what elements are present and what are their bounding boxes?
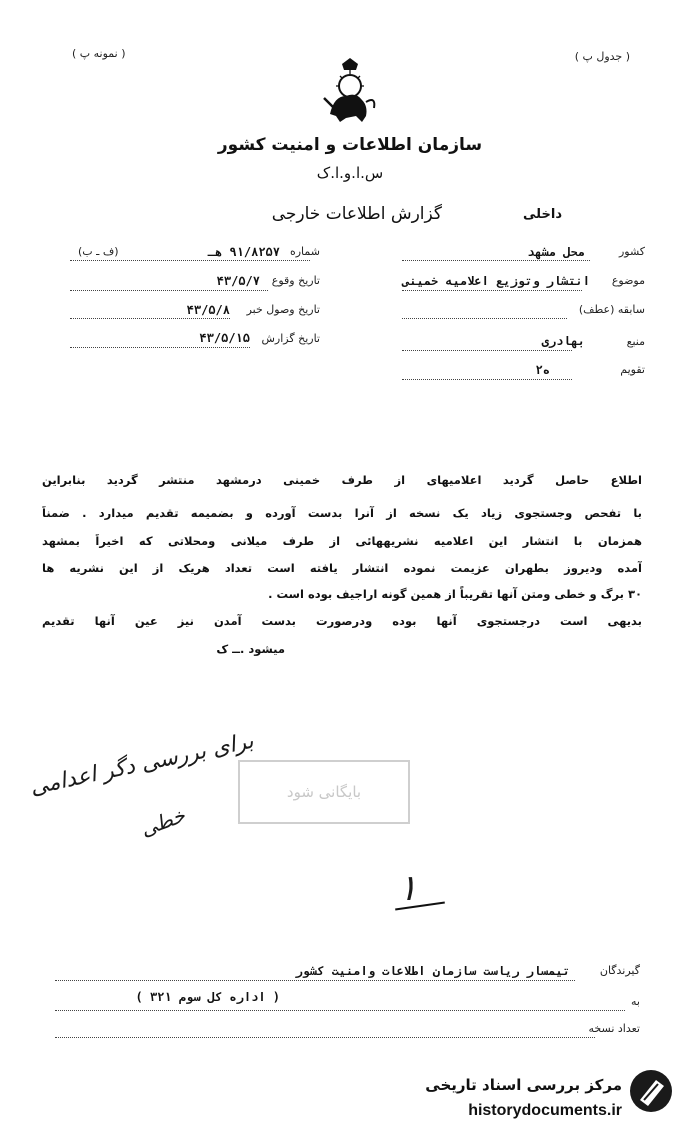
report-date-dotted-line	[70, 347, 250, 348]
form-type-label: ( جدول پ )	[574, 50, 630, 63]
received-date-value: ۴۳/۵/۸	[186, 303, 230, 317]
report-date-value: ۴۳/۵/۱۵	[199, 331, 250, 345]
to-dotted-line	[55, 1010, 625, 1011]
evaluation-dotted-line	[402, 379, 572, 380]
sample-label: ( نمونه پ )	[72, 47, 126, 60]
report-title: گزارش اطلاعات خارجی	[271, 204, 442, 224]
archive-logo-icon	[630, 1070, 672, 1112]
watermark-url[interactable]: historydocuments.ir	[468, 1102, 622, 1119]
report-date-label: تاریخ گزارش	[261, 332, 320, 345]
body-line-6: بدیهی است درجستجوی آنها بوده ودرصورت بدست آمدن نیز عین آنها تقدیم	[42, 614, 642, 628]
occurrence-date-label: تاریخ وقوع	[271, 274, 320, 287]
number-dotted-line	[70, 260, 310, 261]
evaluation-label: تقویم	[620, 363, 645, 376]
subject-label: موضوع	[611, 274, 645, 287]
recipients-dotted-line	[55, 980, 575, 981]
body-line-2: با تفحص وجستجوی زیاد یک نسخه از آنرا بدست آورده و بضمیمه تقدیم میدارد . ضمناً	[42, 506, 642, 520]
lion-and-sun-emblem-icon	[316, 56, 384, 126]
body-line-5: ۳۰ برگ و خطی ومتن آنها تقریباً از همین گونه اراجیف بوده است .	[268, 587, 642, 601]
country-label: کشور	[618, 245, 645, 258]
recipients-label: گیرندگان	[599, 964, 640, 977]
organization-title: سازمان اطلاعات و امنیت کشور	[217, 135, 483, 155]
country-value: محل مشهد	[527, 245, 585, 259]
body-line-4: آمده ودیروز بطهران عزیمت نموده انتشار یافته است تعداد هریک از این نشریه ها	[42, 561, 642, 575]
source-value: بهادری	[541, 334, 585, 348]
watermark-title: مرکز بررسی اسناد تاریخی	[425, 1076, 622, 1094]
received-dotted-line	[70, 318, 230, 319]
source-dotted-line	[402, 350, 572, 351]
handwritten-number: ۱	[398, 868, 418, 909]
body-line-1: اطلاع حاصل گردید اعلامیهای از طرف خمینی درمشهد منتشر گردید بنابراین	[42, 473, 642, 487]
number-label: شماره	[289, 245, 320, 258]
copies-label: تعداد نسخه	[588, 1022, 640, 1035]
recipients-value: تیمسار ریاست سازمان اطلاعات وامنیت کشور	[295, 964, 570, 978]
precedent-dotted-line	[402, 318, 567, 319]
archive-stamp: بایگانی شود	[238, 760, 410, 824]
to-label: به	[631, 995, 640, 1008]
copies-dotted-line	[55, 1037, 595, 1038]
subject-dotted-line	[402, 290, 582, 291]
source-label: منبع	[626, 335, 645, 348]
handwritten-note-2: خطی	[137, 802, 189, 842]
body-line-3: همزمان با انتشار این اعلامیه نشریههائی از طرف میلانی ومحلاتی که اخیراً بمشهد	[42, 534, 642, 548]
evaluation-value: ه۲	[535, 363, 550, 377]
subject-value: انتشار وتوزیع اعلامیه خمینی	[402, 274, 590, 288]
occurrence-date-value: ۴۳/۵/۷	[216, 274, 260, 288]
recipients-sub: ( اداره کل سوم ۳۲۱ )	[135, 990, 280, 1004]
number-suffix: (ف ـ ب)	[78, 245, 119, 258]
precedent-label: سابقه (عطف)	[578, 303, 645, 316]
country-dotted-line	[402, 260, 590, 261]
received-date-label: تاریخ وصول خبر	[246, 303, 320, 316]
body-line-7: میشود .ــ ک	[216, 642, 285, 656]
number-value: ۹۱/۸۲۵۷ هـ	[207, 245, 280, 259]
report-type: داخلی	[523, 207, 562, 222]
handwritten-note: برای بررسی دگر اعدامی	[27, 728, 256, 801]
occurrence-dotted-line	[70, 290, 268, 291]
organization-abbreviation: س.ا.و.ا.ک	[316, 164, 384, 182]
